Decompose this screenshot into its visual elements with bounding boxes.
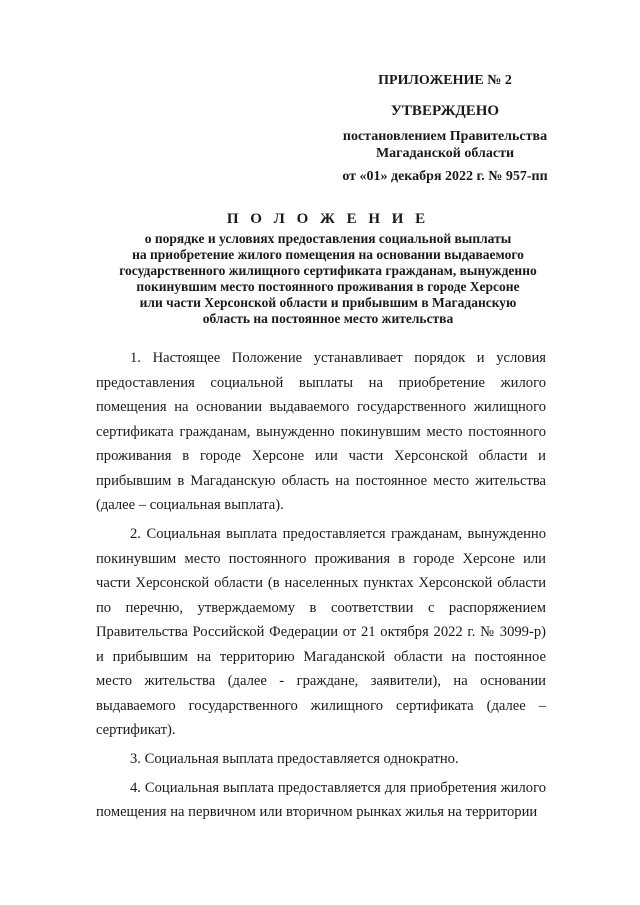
approval-line-2: Магаданской области <box>375 146 515 161</box>
approval-block <box>300 72 590 185</box>
paragraph-1: 1. Настоящее Положение устанавливает порядок и условия предоставления социальной выплаты на приобретение жилого помещения на основании выдаваемого государственного жилищного сертификата гражданам, вынужденно покинувшим место постоянного проживания в городе Херсоне или части Херсонской области и прибывшим в Магаданскую область на постоянное место жительства (далее – социальная выплата). <box>96 350 546 513</box>
document-subtitle <box>98 231 558 327</box>
paragraph-4: 4. Социальная выплата предоставляется для приобретения жилого помещения на первичном или вторичном рынках жилья на территории <box>96 779 546 820</box>
subtitle-line: государственного жилищного сертификата гражданам, вынужденно <box>119 263 537 278</box>
subtitle-line: покинувшим место постоянного проживания в городе Херсоне <box>136 279 520 294</box>
appendix-label: ПРИЛОЖЕНИЕ № 2 <box>378 73 512 88</box>
approval-line-1: постановлением Правительства <box>342 129 548 144</box>
document-body <box>96 346 546 829</box>
paragraph-2: 2. Социальная выплата предоставляется гражданам, вынужденно покинувшим место постоянного проживания в городе Херсоне или части Херсонской области (в населенных пунктах Херсонской области по перечню, утверждаемому в соответствии с распоряжением Правительства Российской Федерации от 21 октября 2022 г. № 3099-р) и прибывшим на территорию Магаданской области на постоянное место жительства (далее - граждане, заявители), на основании выдаваемого государственного жилищного сертификата (далее – сертификат). <box>96 526 546 738</box>
subtitle-line: область на постоянное место жительства <box>202 311 454 326</box>
subtitle-line: на приобретение жилого помещения на основании выдаваемого <box>132 247 524 262</box>
document-title: П О Л О Ж Е Н И Е <box>226 211 430 227</box>
subtitle-line: или части Херсонской области и прибывшим в Магаданскую <box>139 295 517 310</box>
subtitle-line: о порядке и условиях предоставления социальной выплаты <box>144 231 512 246</box>
approved-label: УТВЕРЖДЕНО <box>390 103 500 119</box>
approval-date: от «01» декабря 2022 г. № 957-пп <box>342 169 548 184</box>
paragraph-3: 3. Социальная выплата предоставляется однократно. <box>130 751 459 767</box>
document-heading <box>98 210 558 327</box>
